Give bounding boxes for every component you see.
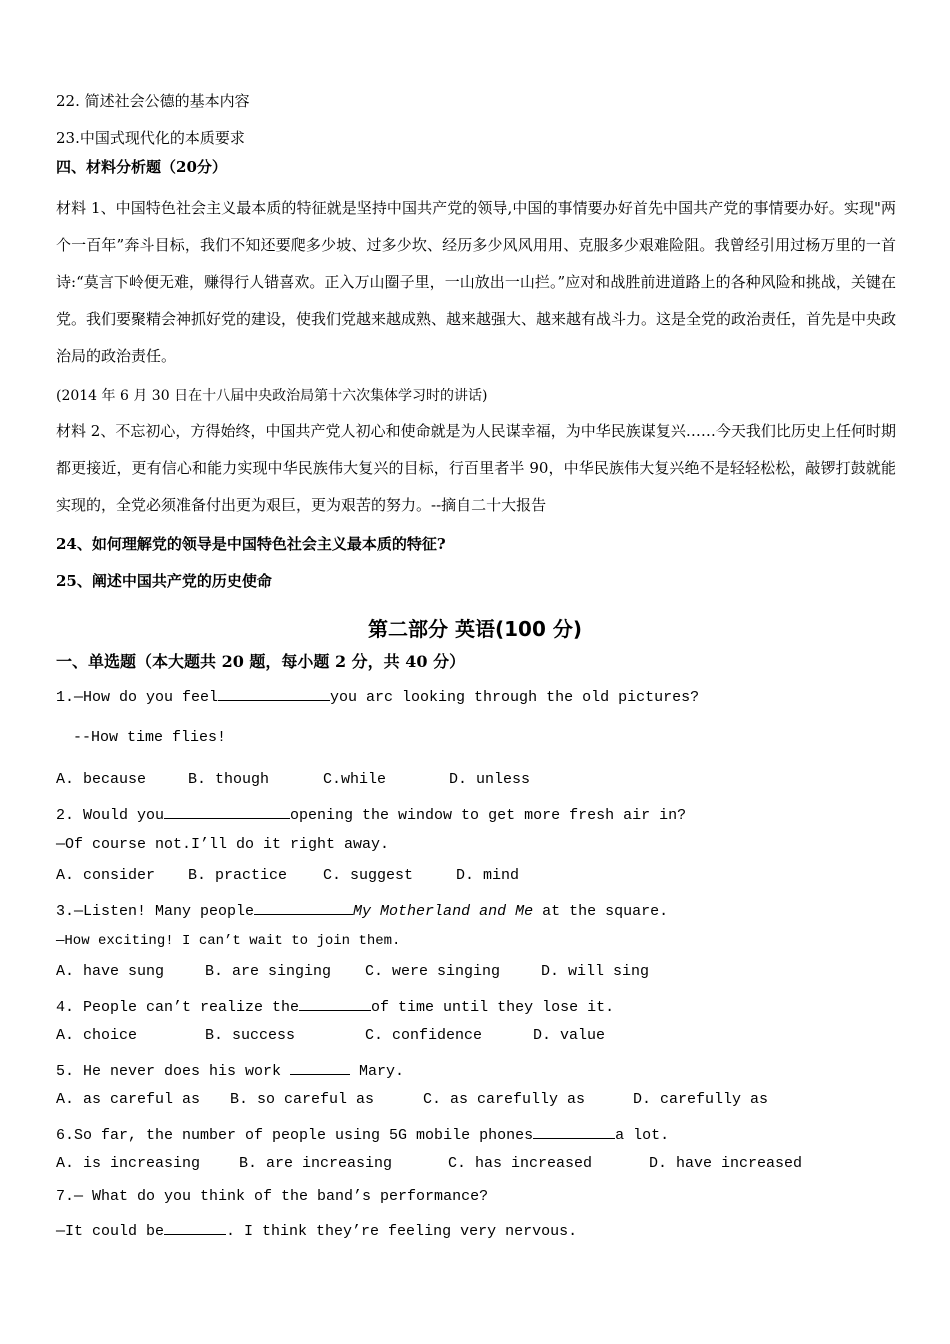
answer-blank (164, 803, 290, 819)
option-a: A. as careful as (56, 1091, 201, 1108)
material-2: 材料 2、不忘初心，方得始终，中国共产党人初心和使命就是为人民谋幸福，为中华民族谋复兴……今天我们比历史上任何时期都更接近，更有信心和能力实现中华民族伟大复兴的目标，行百里者半 90，中华民族伟大复兴绝不是轻轻松松，敲锣打鼓就能实现的，全党必须准备付出更为艰巨，更为艰苦的努力。--摘自二十大报告 (56, 422, 896, 514)
option-a: A. because (56, 771, 147, 788)
option-c: C.while (323, 771, 387, 788)
question-1-reply: --How time flies! (73, 729, 227, 746)
question-2-reply: —Of course not.I’ll do it right away. (56, 836, 390, 853)
option-a: A. have sung (56, 963, 165, 980)
option-d: D. have increased (649, 1155, 803, 1172)
material-1-source: (2014 年 6 月 30 日在十八届中央政治局第十六次集体学习时的讲话) (56, 388, 488, 404)
question-1: 1.—How do you feel you arc looking through the old pictures? (56, 685, 699, 708)
answer-blank (164, 1219, 226, 1235)
option-d: D. mind (456, 867, 520, 884)
option-d: D. carefully as (633, 1091, 769, 1108)
option-a: A. consider (56, 867, 156, 884)
answer-blank (218, 685, 330, 701)
question-22: 22. 简述社会公德的基本内容 (56, 92, 250, 110)
option-d: D. value (533, 1027, 606, 1044)
question-7-reply: —It could be . I think they’re feeling very nervous. (56, 1219, 577, 1242)
option-b: B. though (188, 771, 270, 788)
question-25: 25、阐述中国共产党的历史使命 (56, 572, 272, 590)
question-6: 6.So far, the number of people using 5G mobile phones a lot. (56, 1123, 669, 1146)
question-3: 3.—Listen! Many people My Motherland and Me at the square. (56, 899, 668, 922)
section-4-title: 四、材料分析题（20分） (56, 158, 227, 176)
answer-blank (290, 1059, 350, 1075)
question-7: 7.— What do you think of the band’s performance? (56, 1188, 489, 1205)
option-b: B. so careful as (230, 1091, 375, 1108)
option-b: B. success (205, 1027, 296, 1044)
option-d: D. will sing (541, 963, 650, 980)
question-23: 23.中国式现代化的本质要求 (56, 129, 245, 147)
option-c: C. were singing (365, 963, 501, 980)
part-2-title: 第二部分 英语(100 分) (368, 617, 582, 641)
option-c: C. suggest (323, 867, 414, 884)
question-3-reply: —How exciting! I can’t wait to join them. (56, 933, 401, 949)
option-c: C. has increased (448, 1155, 593, 1172)
answer-blank (533, 1123, 615, 1139)
option-a: A. choice (56, 1027, 138, 1044)
answer-blank (299, 995, 371, 1011)
question-4: 4. People can’t realize the of time until they lose it. (56, 995, 614, 1018)
option-b: B. are singing (205, 963, 332, 980)
section-1-title: 一、单选题（本大题共 20 题，每小题 2 分，共 40 分） (56, 652, 466, 671)
option-b: B. practice (188, 867, 288, 884)
option-c: C. as carefully as (423, 1091, 586, 1108)
material-1: 材料 1、中国特色社会主义最本质的特征就是坚持中国共产党的领导,中国的事情要办好首先中国共产党的事情要办好。实现"两个一百年”奔斗目标，我们不知还要爬多少坡、过多少坎、经历多少风风用用、克服多少艰难险阻。我曾经引用过杨万里的一首诗:“莫言下岭便无难，赚得行人错喜欢。正入万山圈子里，一山放出一山拦。”应对和战胜前进道路上的各种风险和挑战，关键在党。我们要聚精会神抓好党的建设，使我们党越来越成熟、越来越强大、越来越有战斗力。这是全党的政治责任，首先是中央政治局的政治责任。 (56, 199, 897, 365)
option-d: D. unless (449, 771, 531, 788)
option-c: C. confidence (365, 1027, 483, 1044)
option-b: B. are increasing (239, 1155, 393, 1172)
question-2: 2. Would you opening the window to get more fresh air in? (56, 803, 686, 826)
answer-blank (254, 899, 353, 915)
question-5: 5. He never does his work Mary. (56, 1059, 404, 1082)
option-a: A. is increasing (56, 1155, 201, 1172)
question-24: 24、如何理解党的领导是中国特色社会主义最本质的特征? (56, 535, 446, 553)
